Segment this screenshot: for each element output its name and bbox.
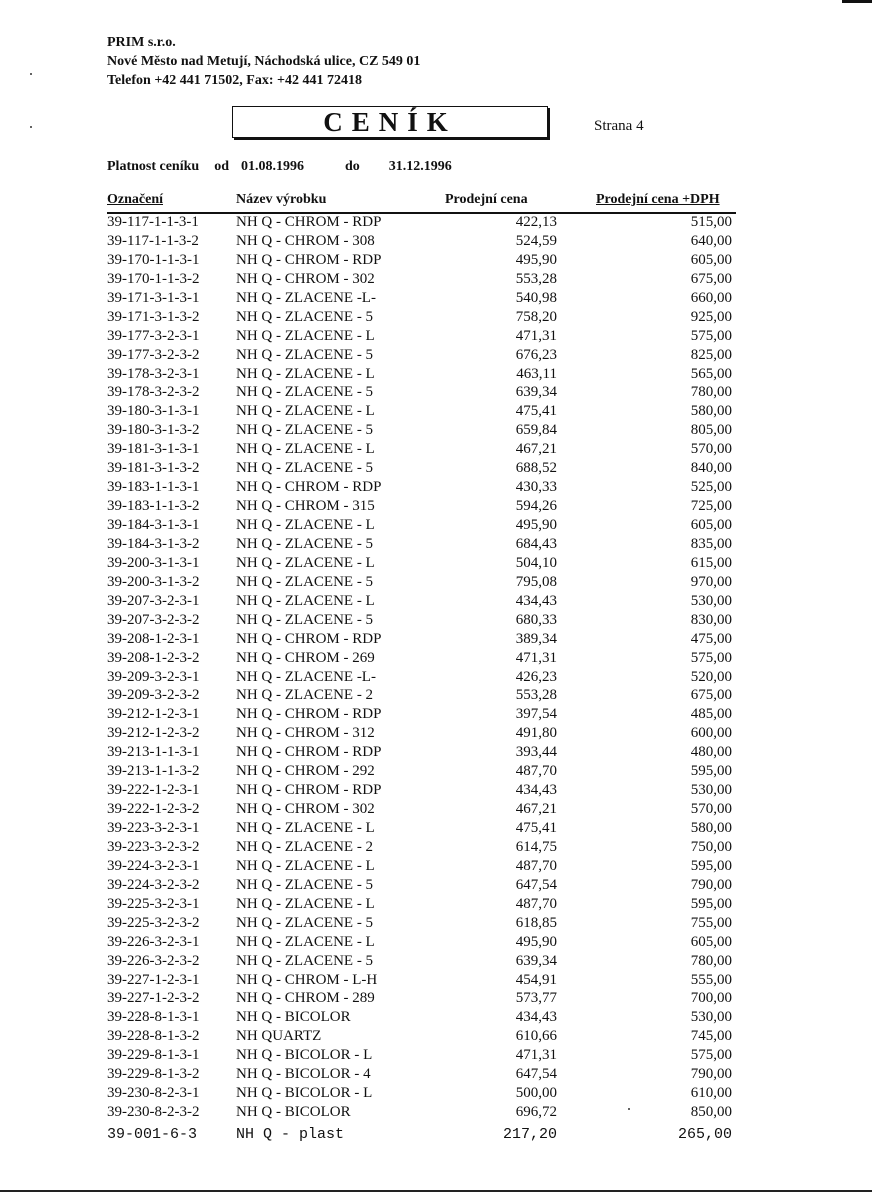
row-product-name: NH Q - ZLACENE - L [236,933,375,950]
row-code: 39-228-8-1-3-2 [107,1028,200,1045]
table-row [0,289,872,308]
row-product-name: NH Q - CHROM - RDP [236,782,382,799]
row-product-name: NH Q - ZLACENE -L- [236,289,376,306]
row-price: 524,59 [515,232,557,249]
validity-to-label: do [344,159,360,174]
row-price: 680,33 [515,611,557,628]
row-product-name: NH Q - ZLACENE - 2 [236,838,374,855]
row-price: 495,90 [515,251,557,268]
row-price-vat: 615,00 [690,554,732,571]
row-price-vat: 515,00 [690,214,732,230]
row-code: 39-213-1-1-3-1 [107,744,200,761]
row-price: 795,08 [515,573,557,590]
row-price-vat: 575,00 [690,327,732,344]
row-price-vat: 265,00 [677,1126,732,1143]
row-price-vat: 565,00 [690,365,732,382]
table-row [0,762,872,781]
row-price-vat: 790,00 [690,1066,732,1083]
row-price: 594,26 [515,498,557,515]
row-price: 500,00 [515,1085,557,1102]
row-product-name: NH Q - ZLACENE - L [236,895,375,912]
row-code: 39-200-3-1-3-2 [107,573,200,590]
row-product-name: NH Q - ZLACENE - L [236,441,375,458]
row-code: 39-230-8-2-3-2 [107,1104,200,1121]
row-product-name: NH QUARTZ [236,1028,322,1045]
row-price: 475,41 [515,820,557,836]
row-price-vat: 605,00 [690,933,732,950]
row-price-vat: 570,00 [690,801,732,818]
table-row [0,876,872,895]
row-price-vat: 480,00 [690,744,732,761]
row-product-name: NH Q - CHROM - L-H [236,971,378,988]
row-product-name: NH Q - BICOLOR - L [236,1047,373,1064]
row-price-vat: 530,00 [690,1009,732,1026]
row-code: 39-178-3-2-3-2 [107,384,200,401]
table-row [0,1027,872,1046]
validity-line [107,159,452,175]
row-product-name: NH Q - ZLACENE - 2 [236,687,374,704]
row-price: 393,44 [515,744,557,761]
row-code: 39-208-1-2-3-1 [107,630,200,647]
row-product-name: NH Q - CHROM - RDP [236,744,382,761]
row-code: 39-224-3-2-3-2 [107,876,200,893]
table-row [0,1103,872,1122]
row-price: 647,54 [515,876,557,893]
row-price: 463,11 [516,365,557,382]
row-price: 639,34 [515,952,557,969]
table-row [0,649,872,668]
row-price-vat: 575,00 [690,649,732,666]
table-row [0,914,872,933]
row-price: 434,43 [515,1009,557,1026]
row-price: 614,75 [515,838,557,855]
table-row [0,516,872,535]
row-price-vat: 555,00 [690,971,732,988]
header-name: Název výrobku [236,192,327,207]
row-code: 39-229-8-1-3-2 [107,1066,200,1083]
row-product-name: NH Q - CHROM - RDP [236,251,382,268]
validity-label: Platnost ceníku [107,159,200,174]
row-code: 39-180-3-1-3-2 [107,422,200,439]
row-price: 471,31 [515,649,557,666]
table-row [0,421,872,440]
row-price-vat: 595,00 [690,763,732,780]
row-code: 39-178-3-2-3-1 [107,365,200,382]
row-code: 39-170-1-1-3-1 [107,251,200,268]
row-price: 467,21 [515,801,557,818]
row-price-vat: 840,00 [690,460,732,477]
row-code: 39-212-1-2-3-2 [107,725,200,742]
row-product-name: NH Q - CHROM - RDP [236,479,382,496]
row-price-vat: 595,00 [690,857,732,874]
row-code: 39-200-3-1-3-1 [107,554,200,571]
row-price: 553,28 [515,687,557,704]
row-code: 39-223-3-2-3-2 [107,838,200,855]
table-row [0,346,872,365]
table-row [0,327,872,346]
row-code: 39-208-1-2-3-2 [107,649,200,666]
header-price: Prodejní cena [445,192,528,207]
row-price-vat: 530,00 [690,782,732,799]
row-price-vat: 745,00 [690,1028,732,1045]
row-product-name: NH Q - BICOLOR - 4 [236,1066,371,1083]
table-row [0,781,872,800]
row-price: 688,52 [515,460,557,477]
row-product-name: NH Q - ZLACENE - 5 [236,573,374,590]
row-code: 39-117-1-1-3-2 [107,232,199,249]
row-code: 39-222-1-2-3-1 [107,782,200,799]
table-row [0,554,872,573]
row-code: 39-183-1-1-3-2 [107,498,200,515]
row-product-name: NH Q - ZLACENE - 5 [236,346,374,363]
table-row [0,440,872,459]
row-product-name: NH Q - ZLACENE - L [236,820,375,836]
row-product-name: NH Q - CHROM - RDP [236,706,382,723]
company-name: PRIM s.r.o. [107,35,176,50]
row-price-vat: 850,00 [690,1104,732,1121]
table-row [0,1008,872,1027]
table-row [0,800,872,819]
row-price-vat: 580,00 [690,820,732,836]
row-product-name: NH Q - ZLACENE - L [236,517,375,533]
table-row [0,497,872,516]
table-row [0,630,872,649]
row-price-vat: 485,00 [690,706,732,723]
row-price: 618,85 [515,914,557,931]
row-product-name: NH Q - CHROM - 302 [236,270,375,287]
row-price-vat: 700,00 [690,990,732,1007]
row-code: 39-222-1-2-3-2 [107,801,200,818]
company-contact: Telefon +42 441 71502, Fax: +42 441 72418 [107,73,362,88]
row-code: 39-223-3-2-3-1 [107,820,200,836]
row-price-vat: 780,00 [690,952,732,969]
row-code: 39-184-3-1-3-1 [107,517,200,533]
row-code: 39-224-3-2-3-1 [107,857,200,874]
row-code: 39-184-3-1-3-2 [107,535,200,552]
row-price-vat: 520,00 [690,668,732,685]
table-row [0,668,872,687]
row-code: 39-226-3-2-3-1 [107,933,200,950]
row-price: 434,43 [515,592,557,609]
row-code: 39-181-3-1-3-2 [107,460,200,477]
row-code: 39-227-1-2-3-2 [107,990,200,1007]
table-row [0,895,872,914]
row-price: 487,70 [515,895,557,912]
row-product-name: NH Q - ZLACENE - 5 [236,460,374,477]
row-price: 610,66 [515,1028,557,1045]
row-product-name: NH Q - ZLACENE - 5 [236,384,374,401]
row-price-vat: 595,00 [690,895,732,912]
company-header [107,33,420,90]
row-product-name: NH Q - CHROM - 292 [236,763,375,780]
table-row [0,459,872,478]
row-product-name: NH Q - CHROM - 302 [236,801,375,818]
row-price-vat: 755,00 [690,914,732,931]
row-product-name: NH Q - CHROM - RDP [236,214,382,230]
document-title: CENÍK [232,106,548,138]
row-price: 495,90 [515,517,557,533]
row-product-name: NH Q - BICOLOR [236,1009,351,1026]
row-price: 467,21 [515,441,557,458]
row-code: 39-227-1-2-3-1 [107,971,200,988]
row-price-vat: 675,00 [690,270,732,287]
row-price: 573,77 [515,990,557,1007]
row-price-vat: 925,00 [690,308,732,325]
header-code: Označení [107,192,163,207]
row-price: 389,34 [515,630,557,647]
table-row [0,270,872,289]
row-price-vat: 835,00 [690,535,732,552]
row-product-name: NH Q - CHROM - 289 [236,990,375,1007]
table-row [0,402,872,421]
row-price-vat: 725,00 [690,498,732,515]
table-row [0,743,872,762]
row-price: 487,70 [515,857,557,874]
row-product-name: NH Q - ZLACENE - L [236,327,375,344]
row-price: 471,31 [515,327,557,344]
row-code: 39-213-1-1-3-2 [107,763,200,780]
table-row [0,933,872,952]
row-code: 39-209-3-2-3-2 [107,687,200,704]
table-row [0,705,872,724]
validity-from-date: 01.08.1996 [240,159,304,174]
row-code: 39-117-1-1-3-1 [107,214,199,230]
table-row [0,573,872,592]
row-price-vat: 475,00 [690,630,732,647]
row-code: 39-228-8-1-3-1 [107,1009,200,1026]
row-code: 39-209-3-2-3-1 [107,668,200,685]
table-row [0,952,872,971]
scan-speck [30,73,32,75]
row-price: 487,70 [515,763,557,780]
row-product-name: NH Q - BICOLOR - L [236,1085,373,1102]
table-row [0,478,872,497]
table-row [0,232,872,251]
validity-to-date: 31.12.1996 [388,159,452,174]
table-row [0,838,872,857]
row-price-vat: 825,00 [690,346,732,363]
table-row [0,971,872,990]
row-price-vat: 575,00 [690,1047,732,1064]
row-product-name: NH Q - ZLACENE -L- [236,668,376,685]
row-code: 39-226-3-2-3-2 [107,952,200,969]
row-code: 39-177-3-2-3-1 [107,327,200,344]
scan-corner-mark [842,0,872,3]
row-price: 491,80 [515,725,557,742]
row-price-vat: 970,00 [690,573,732,590]
table-row [0,365,872,384]
row-price: 430,33 [515,479,557,496]
row-price-vat: 790,00 [690,876,732,893]
row-price: 422,13 [515,214,557,230]
row-code: 39-181-3-1-3-1 [107,441,200,458]
bottom-rule [0,1190,872,1192]
row-price-vat: 530,00 [690,592,732,609]
row-price: 639,34 [515,384,557,401]
row-price: 696,72 [515,1104,557,1121]
row-product-name: NH Q - ZLACENE - 5 [236,611,374,628]
row-code: 39-183-1-1-3-1 [107,479,200,496]
table-row [0,611,872,630]
row-price: 676,23 [515,346,557,363]
row-product-name: NH Q - ZLACENE - 5 [236,952,374,969]
row-code: 39-225-3-2-3-2 [107,914,200,931]
page-number: Strana 4 [594,118,644,134]
price-table [0,213,872,1146]
row-code: 39-177-3-2-3-2 [107,346,200,363]
row-price-vat: 610,00 [690,1085,732,1102]
row-price: 217,20 [502,1126,557,1143]
row-price: 504,10 [515,554,557,571]
row-product-name: NH Q - ZLACENE - L [236,857,375,874]
row-code: 39-207-3-2-3-1 [107,592,200,609]
row-price: 553,28 [515,270,557,287]
table-row [0,686,872,705]
table-row [0,1046,872,1065]
table-row [0,535,872,554]
row-price: 540,98 [515,289,557,306]
row-price-vat: 570,00 [690,441,732,458]
row-product-name: NH Q - plast [236,1126,345,1143]
row-price: 758,20 [515,308,557,325]
row-price: 426,23 [515,668,557,685]
company-address: Nové Město nad Metují, Náchodská ulice, CZ 549 01 [107,54,421,69]
row-product-name: NH Q - BICOLOR [236,1104,351,1121]
row-price: 495,90 [515,933,557,950]
validity-from-label: od [214,159,229,174]
row-code: 39-171-3-1-3-1 [107,289,200,306]
row-price-vat: 600,00 [690,725,732,742]
row-code: 39-229-8-1-3-1 [107,1047,200,1064]
row-product-name: NH Q - ZLACENE - 5 [236,422,374,439]
row-price-vat: 675,00 [690,687,732,704]
table-row [0,308,872,327]
table-row [0,383,872,402]
row-product-name: NH Q - ZLACENE - L [236,403,375,420]
table-row [0,213,872,232]
row-product-name: NH Q - CHROM - 315 [236,498,375,515]
table-row [0,1084,872,1103]
row-price-vat: 580,00 [690,403,732,420]
row-price: 434,43 [515,782,557,799]
row-code: 39-180-3-1-3-1 [107,403,200,420]
row-price: 647,54 [515,1066,557,1083]
row-price: 684,43 [515,535,557,552]
row-product-name: NH Q - CHROM - 312 [236,725,375,742]
table-row [0,857,872,876]
row-code: 39-230-8-2-3-1 [107,1085,200,1102]
table-row [0,1065,872,1084]
row-product-name: NH Q - ZLACENE - 5 [236,876,374,893]
table-row-extra [0,1124,872,1146]
table-row [0,592,872,611]
row-price-vat: 830,00 [690,611,732,628]
row-price-vat: 660,00 [690,289,732,306]
row-price: 471,31 [515,1047,557,1064]
row-price-vat: 805,00 [690,422,732,439]
table-row [0,251,872,270]
row-price: 454,91 [515,971,557,988]
row-product-name: NH Q - CHROM - RDP [236,630,382,647]
row-product-name: NH Q - ZLACENE - 5 [236,535,374,552]
row-price-vat: 750,00 [690,838,732,855]
row-price: 475,41 [515,403,557,420]
row-price-vat: 780,00 [690,384,732,401]
table-row [0,724,872,743]
row-price-vat: 605,00 [690,251,732,268]
row-price-vat: 605,00 [690,517,732,533]
row-price: 659,84 [515,422,557,439]
row-code: 39-001-6-3 [107,1126,198,1143]
row-price: 397,54 [515,706,557,723]
row-code: 39-207-3-2-3-2 [107,611,200,628]
row-code: 39-171-3-1-3-2 [107,308,200,325]
row-product-name: NH Q - CHROM - 269 [236,649,375,666]
table-row [0,819,872,838]
table-row [0,989,872,1008]
row-product-name: NH Q - CHROM - 308 [236,232,375,249]
row-product-name: NH Q - ZLACENE - 5 [236,308,374,325]
row-product-name: NH Q - ZLACENE - L [236,365,375,382]
row-product-name: NH Q - ZLACENE - L [236,592,375,609]
header-price-vat: Prodejní cena +DPH [596,192,720,207]
row-price-vat: 640,00 [690,232,732,249]
row-product-name: NH Q - ZLACENE - L [236,554,375,571]
row-product-name: NH Q - ZLACENE - 5 [236,914,374,931]
row-code: 39-212-1-2-3-1 [107,706,200,723]
row-price-vat: 525,00 [690,479,732,496]
scan-speck [30,126,32,128]
row-code: 39-170-1-1-3-2 [107,270,200,287]
row-code: 39-225-3-2-3-1 [107,895,200,912]
